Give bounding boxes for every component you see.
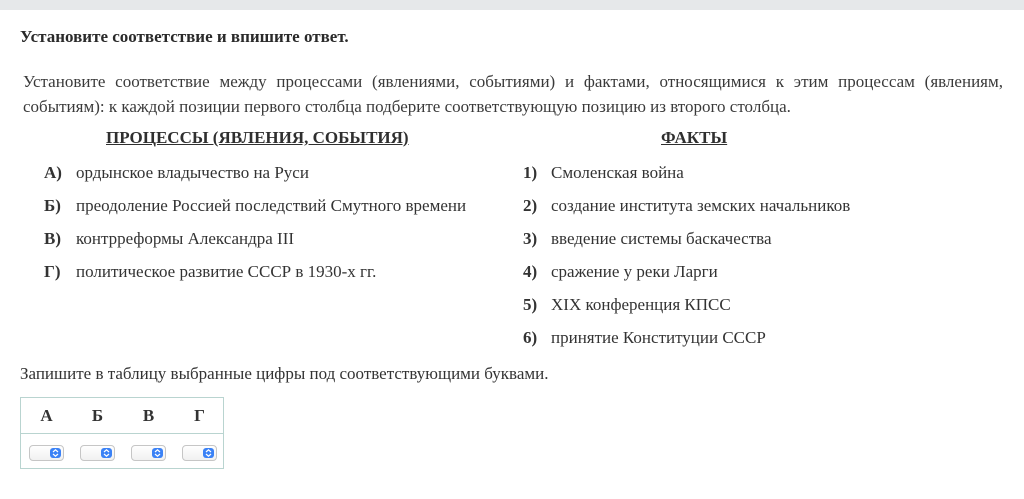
answer-header-v: В: [142, 406, 155, 425]
answer-prompt: Запишите в таблицу выбранные цифры под соответствующими буквами.: [20, 364, 549, 383]
answer-select-v[interactable]: [131, 445, 166, 461]
chevron-updown-icon: [50, 448, 61, 458]
fact-item: [523, 162, 1003, 184]
chevron-updown-icon: [101, 448, 112, 458]
fact-item: [523, 261, 1003, 283]
task-title: Установите соответствие и впишите ответ.: [20, 27, 349, 46]
fact-text: Смоленская война: [551, 163, 684, 182]
fact-key: 3): [523, 229, 538, 248]
process-text: преодоление Россией последствий Смутного времени: [76, 196, 467, 215]
fact-text: XIX конференция КПСС: [551, 295, 731, 314]
task-instructions: Установите соответствие между процессами (явлениями, событиями) и фактами, относящимися к этим процессам (явлениям, событиям): к каждой позиции первого столбца подберите соответствующую позицию из второго столбца.: [23, 72, 1003, 116]
fact-key: 4): [523, 262, 538, 281]
fact-item: [523, 327, 1003, 349]
fact-text: создание института земских начальников: [551, 196, 851, 215]
process-text: ордынское владычество на Руси: [76, 163, 309, 182]
process-item: [44, 162, 504, 184]
fact-key: 2): [523, 196, 538, 215]
fact-text: принятие Конституции СССР: [551, 328, 766, 347]
answer-select-b[interactable]: [80, 445, 115, 461]
answer-select-a[interactable]: [29, 445, 64, 461]
process-item: [44, 261, 504, 283]
fact-item: [523, 195, 1003, 217]
process-key: А): [44, 163, 62, 182]
fact-key: 1): [523, 163, 538, 182]
top-strip: [0, 0, 1024, 10]
process-item: [44, 195, 504, 217]
answer-table: [20, 397, 224, 469]
process-item: [44, 228, 504, 250]
fact-key: 6): [523, 328, 538, 347]
process-key: В): [44, 229, 61, 248]
process-text: контрреформы Александра III: [76, 229, 295, 248]
answer-table-header-row: [21, 398, 223, 434]
answer-header-b: Б: [91, 406, 104, 425]
fact-text: введение системы баскачества: [551, 229, 772, 248]
chevron-updown-icon: [203, 448, 214, 458]
chevron-updown-icon: [152, 448, 163, 458]
answer-header-a: А: [40, 406, 53, 425]
facts-column-header: ФАКТЫ: [661, 128, 728, 147]
process-text: политическое развитие СССР в 1930-х гг.: [76, 262, 377, 281]
process-key: Б): [44, 196, 61, 215]
processes-column-header: ПРОЦЕССЫ (ЯВЛЕНИЯ, СОБЫТИЯ): [106, 128, 409, 147]
fact-item: [523, 228, 1003, 250]
fact-item: [523, 294, 1003, 316]
answer-header-g: Г: [194, 406, 205, 425]
fact-text: сражение у реки Ларги: [551, 262, 718, 281]
answer-select-g[interactable]: [182, 445, 217, 461]
process-key: Г): [44, 262, 61, 281]
fact-key: 5): [523, 295, 538, 314]
